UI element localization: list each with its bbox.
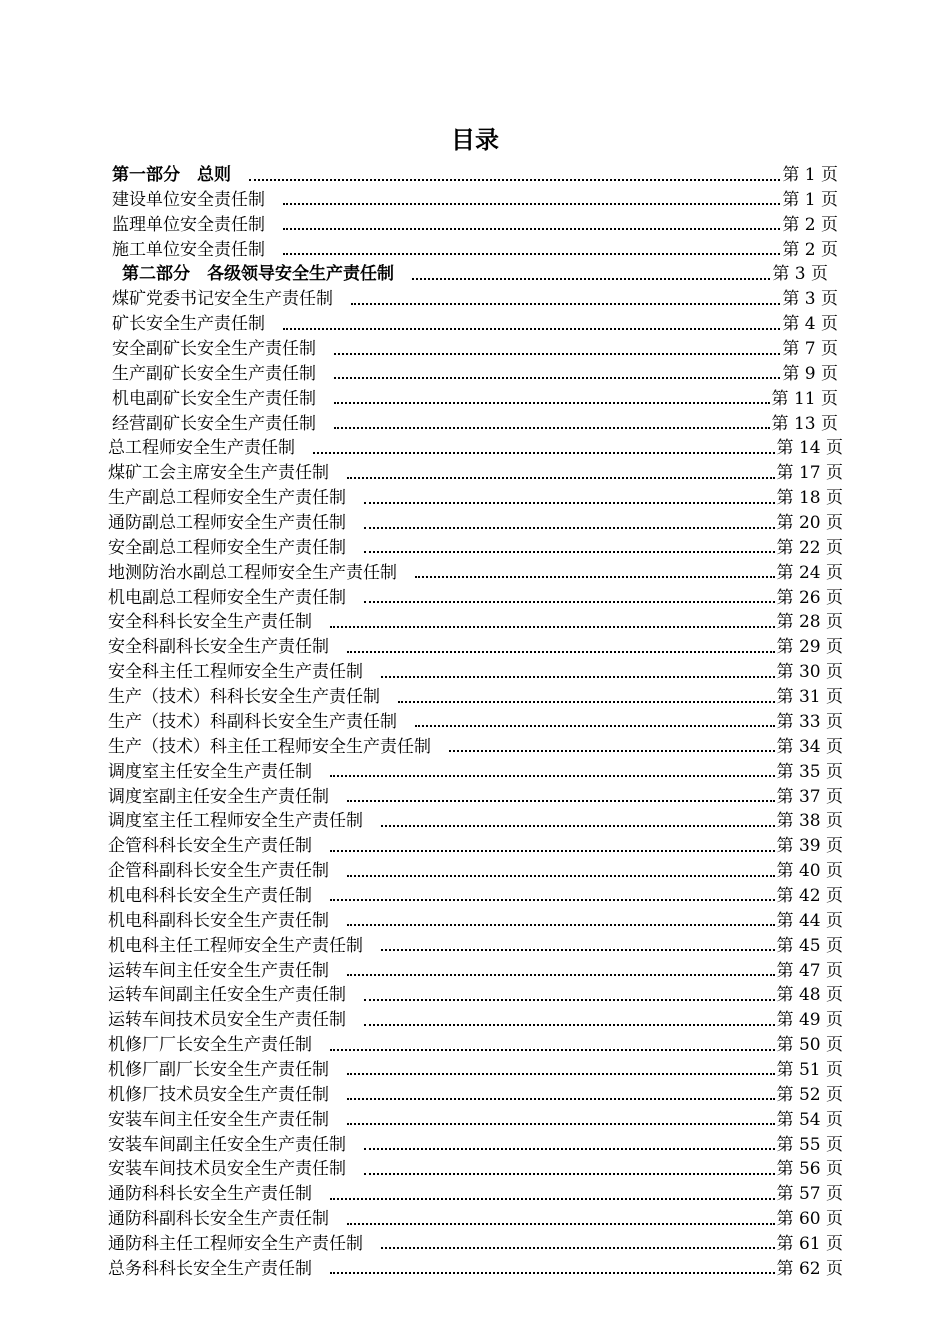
toc-entry-label: 通防科科长安全生产责任制 (108, 1184, 312, 1205)
dot-leader (283, 327, 780, 330)
dot-leader (334, 376, 780, 379)
dot-leader (347, 923, 775, 926)
dot-leader (283, 202, 780, 205)
dot-leader (415, 575, 775, 578)
toc-entry[interactable] (108, 536, 843, 560)
toc-entry-page: 第 20 页 (776, 513, 843, 534)
toc-entry-page: 第 33 页 (776, 711, 843, 732)
dot-leader (364, 501, 775, 504)
toc-entry[interactable] (112, 412, 838, 436)
toc-entry[interactable] (112, 287, 838, 311)
toc-entry[interactable] (112, 213, 838, 237)
toc-entry-label: 安全科主任工程师安全生产责任制 (108, 662, 363, 683)
toc-entry-label: 建设单位安全责任制 (112, 189, 265, 210)
toc-entry-page: 第 13 页 (771, 413, 838, 434)
toc-entry-page: 第 60 页 (776, 1209, 843, 1230)
toc-entry-page: 第 9 页 (782, 363, 838, 384)
toc-entry-page: 第 51 页 (776, 1059, 843, 1080)
toc-entry[interactable] (108, 785, 843, 809)
dot-leader (330, 1197, 775, 1200)
toc-entry-page: 第 40 页 (776, 861, 843, 882)
toc-entry[interactable] (108, 486, 843, 510)
toc-entry[interactable] (108, 436, 843, 460)
toc-entry-page: 第 48 页 (776, 985, 843, 1006)
toc-entry-label: 第一部分 总则 (112, 165, 231, 185)
toc-entry[interactable] (108, 760, 843, 784)
toc-entry[interactable] (112, 337, 838, 361)
toc-entry[interactable] (108, 1133, 843, 1157)
toc-entry-label: 生产（技术）科副科长安全生产责任制 (108, 711, 397, 732)
dot-leader (449, 749, 775, 752)
toc-entry[interactable] (108, 834, 843, 858)
toc-entry[interactable] (108, 1108, 843, 1132)
toc-entry[interactable] (108, 561, 843, 585)
toc-entry-page: 第 11 页 (771, 388, 838, 409)
toc-entry[interactable] (108, 909, 843, 933)
dot-leader (381, 948, 775, 951)
toc-entry-page: 第 39 页 (776, 836, 843, 857)
toc-entry-page: 第 2 页 (782, 214, 838, 235)
toc-entry[interactable] (108, 1232, 843, 1256)
toc-entry[interactable] (108, 859, 843, 883)
toc-entry[interactable] (108, 1207, 843, 1231)
toc-entry[interactable] (108, 983, 843, 1007)
toc-entry-page: 第 30 页 (776, 662, 843, 683)
dot-leader (364, 1023, 775, 1026)
dot-leader (398, 700, 775, 703)
toc-entry-page: 第 18 页 (776, 488, 843, 509)
toc-entry[interactable] (108, 511, 843, 535)
toc-entry[interactable] (108, 685, 843, 709)
toc-entry[interactable] (108, 610, 843, 634)
dot-leader (330, 625, 775, 628)
toc-entry[interactable] (112, 188, 838, 212)
toc-entry-page: 第 52 页 (776, 1084, 843, 1105)
dot-leader (347, 476, 775, 479)
toc-entry-page: 第 57 页 (776, 1184, 843, 1205)
toc-entry-label: 安装车间主任安全生产责任制 (108, 1109, 329, 1130)
toc-entry-page: 第 50 页 (776, 1035, 843, 1056)
toc-entry-label: 安装车间技术员安全生产责任制 (108, 1159, 346, 1180)
toc-entry-label: 运转车间副主任安全生产责任制 (108, 985, 346, 1006)
dot-leader (347, 874, 775, 877)
page-title: 目录 (451, 126, 499, 154)
dot-leader (334, 401, 770, 404)
toc-entry-page: 第 54 页 (776, 1109, 843, 1130)
dot-leader (347, 1097, 775, 1100)
toc-entry[interactable] (108, 1008, 843, 1032)
toc-entry-page: 第 2 页 (782, 239, 838, 260)
toc-entry-page: 第 38 页 (776, 811, 843, 832)
toc-entry-page: 第 1 页 (782, 165, 838, 185)
toc-entry[interactable] (108, 809, 843, 833)
toc-entry-label: 调度室主任安全生产责任制 (108, 761, 312, 782)
toc-entry[interactable] (112, 387, 838, 411)
toc-entry[interactable] (108, 884, 843, 908)
dot-leader (334, 426, 770, 429)
toc-entry-label: 生产副矿长安全生产责任制 (112, 363, 316, 384)
toc-entry-page: 第 24 页 (776, 562, 843, 583)
dot-leader (347, 1122, 775, 1125)
dot-leader (347, 1072, 775, 1075)
toc-entry-label: 机电科科长安全生产责任制 (108, 885, 312, 906)
toc-entry-page: 第 56 页 (776, 1159, 843, 1180)
toc-entry-page: 第 3 页 (782, 289, 838, 310)
dot-leader (364, 1172, 775, 1175)
toc-entry[interactable] (108, 934, 843, 958)
toc-entry-page: 第 55 页 (776, 1134, 843, 1155)
dot-leader (347, 650, 775, 653)
toc-entry-label: 安全科科长安全生产责任制 (108, 612, 312, 633)
dot-leader (364, 1147, 775, 1150)
toc-entry-label: 机修厂技术员安全生产责任制 (108, 1084, 329, 1105)
toc-entry[interactable] (112, 362, 838, 386)
dot-leader (381, 1246, 775, 1249)
dot-leader (330, 1048, 775, 1051)
toc-entry-label: 机修厂副厂长安全生产责任制 (108, 1059, 329, 1080)
toc-entry-label: 煤矿党委书记安全生产责任制 (112, 289, 333, 310)
toc-entry[interactable] (108, 710, 843, 734)
toc-entry[interactable] (108, 1058, 843, 1082)
toc-entry-label: 通防副总工程师安全生产责任制 (108, 513, 346, 534)
dot-leader (351, 302, 780, 305)
toc-entry-page: 第 61 页 (776, 1233, 843, 1254)
dot-leader (364, 550, 775, 553)
toc-entry-label: 通防科主任工程师安全生产责任制 (108, 1233, 363, 1254)
toc-entry[interactable] (122, 262, 828, 286)
dot-leader (364, 526, 775, 529)
dot-leader (364, 998, 775, 1001)
toc-entry-label: 机电副总工程师安全生产责任制 (108, 587, 346, 608)
dot-leader (330, 774, 775, 777)
toc-entry-label: 总工程师安全生产责任制 (108, 438, 295, 459)
toc-entry-page: 第 29 页 (776, 637, 843, 658)
toc-entry-page: 第 42 页 (776, 885, 843, 906)
toc-entry-label: 通防科副科长安全生产责任制 (108, 1209, 329, 1230)
toc-entry[interactable] (112, 238, 838, 262)
toc-entry-label: 机修厂厂长安全生产责任制 (108, 1035, 312, 1056)
toc-entry-label: 生产副总工程师安全生产责任制 (108, 488, 346, 509)
toc-entry-label: 企管科副科长安全生产责任制 (108, 861, 329, 882)
toc-entry-label: 监理单位安全责任制 (112, 214, 265, 235)
toc-entry[interactable] (108, 959, 843, 983)
toc-entry-page: 第 17 页 (776, 463, 843, 484)
toc-entry-page: 第 14 页 (776, 438, 843, 459)
toc-entry-page: 第 49 页 (776, 1010, 843, 1031)
dot-leader (364, 600, 775, 603)
toc-entry-label: 运转车间技术员安全生产责任制 (108, 1010, 346, 1031)
toc-entry-page: 第 3 页 (772, 264, 828, 285)
dot-leader (283, 227, 780, 230)
toc-entry-label: 矿长安全生产责任制 (112, 314, 265, 335)
toc-entry-page: 第 1 页 (782, 189, 838, 210)
dot-leader (347, 799, 775, 802)
toc-entry[interactable] (108, 1033, 843, 1057)
toc-entry-label: 安全科副科长安全生产责任制 (108, 637, 329, 658)
toc-entry-label: 安全副总工程师安全生产责任制 (108, 537, 346, 558)
toc-entry[interactable] (108, 660, 843, 684)
toc-entry-page: 第 37 页 (776, 786, 843, 807)
toc-entry[interactable] (112, 163, 838, 187)
toc-entry-page: 第 45 页 (776, 935, 843, 956)
toc-entry-label: 生产（技术）科主任工程师安全生产责任制 (108, 736, 431, 757)
dot-leader (249, 178, 780, 181)
dot-leader (415, 724, 775, 727)
toc-entry-label: 地测防治水副总工程师安全生产责任制 (108, 562, 397, 583)
dot-leader (347, 1222, 775, 1225)
toc-entry-label: 调度室主任工程师安全生产责任制 (108, 811, 363, 832)
dot-leader (313, 451, 775, 454)
toc-entry[interactable] (108, 586, 843, 610)
dot-leader (330, 898, 775, 901)
dot-leader (334, 352, 780, 355)
toc-entry-label: 经营副矿长安全生产责任制 (112, 413, 316, 434)
toc-entry-page: 第 28 页 (776, 612, 843, 633)
toc-entry-label: 安全副矿长安全生产责任制 (112, 339, 316, 360)
toc-entry-page: 第 44 页 (776, 910, 843, 931)
toc-entry[interactable] (108, 1257, 843, 1281)
toc-entry-label: 机电副矿长安全生产责任制 (112, 388, 316, 409)
toc-entry-page: 第 4 页 (782, 314, 838, 335)
dot-leader (347, 973, 775, 976)
toc-entry-page: 第 22 页 (776, 537, 843, 558)
toc-entry-label: 施工单位安全责任制 (112, 239, 265, 260)
dot-leader (381, 675, 775, 678)
toc-entry-page: 第 26 页 (776, 587, 843, 608)
toc-entry-page: 第 7 页 (782, 339, 838, 360)
dot-leader (330, 849, 775, 852)
dot-leader (381, 824, 775, 827)
toc-entry-label: 煤矿工会主席安全生产责任制 (108, 463, 329, 484)
toc-entry-label: 运转车间主任安全生产责任制 (108, 960, 329, 981)
dot-leader (412, 277, 770, 280)
dot-leader (330, 1271, 775, 1274)
toc-entry[interactable] (108, 1083, 843, 1107)
toc-entry-label: 机电科主任工程师安全生产责任制 (108, 935, 363, 956)
toc-entry-label: 企管科科长安全生产责任制 (108, 836, 312, 857)
toc-entry-page: 第 47 页 (776, 960, 843, 981)
toc-entry-label: 调度室副主任安全生产责任制 (108, 786, 329, 807)
toc-entry[interactable] (108, 735, 843, 759)
toc-entry[interactable] (108, 1157, 843, 1181)
toc-entry-label: 第二部分 各级领导安全生产责任制 (122, 264, 394, 285)
toc-entry-label: 生产（技术）科科长安全生产责任制 (108, 687, 380, 708)
toc-entry-label: 总务科科长安全生产责任制 (108, 1258, 312, 1279)
toc-entry[interactable] (108, 461, 843, 485)
toc-entry[interactable] (112, 312, 838, 336)
toc-entry-label: 安装车间副主任安全生产责任制 (108, 1134, 346, 1155)
toc-entry-page: 第 31 页 (776, 687, 843, 708)
toc-entry-label: 机电科副科长安全生产责任制 (108, 910, 329, 931)
toc-entry[interactable] (108, 1182, 843, 1206)
toc-entry-page: 第 34 页 (776, 736, 843, 757)
toc-entry-page: 第 35 页 (776, 761, 843, 782)
toc-entry[interactable] (108, 635, 843, 659)
dot-leader (283, 252, 780, 255)
toc-entry-page: 第 62 页 (776, 1258, 843, 1279)
